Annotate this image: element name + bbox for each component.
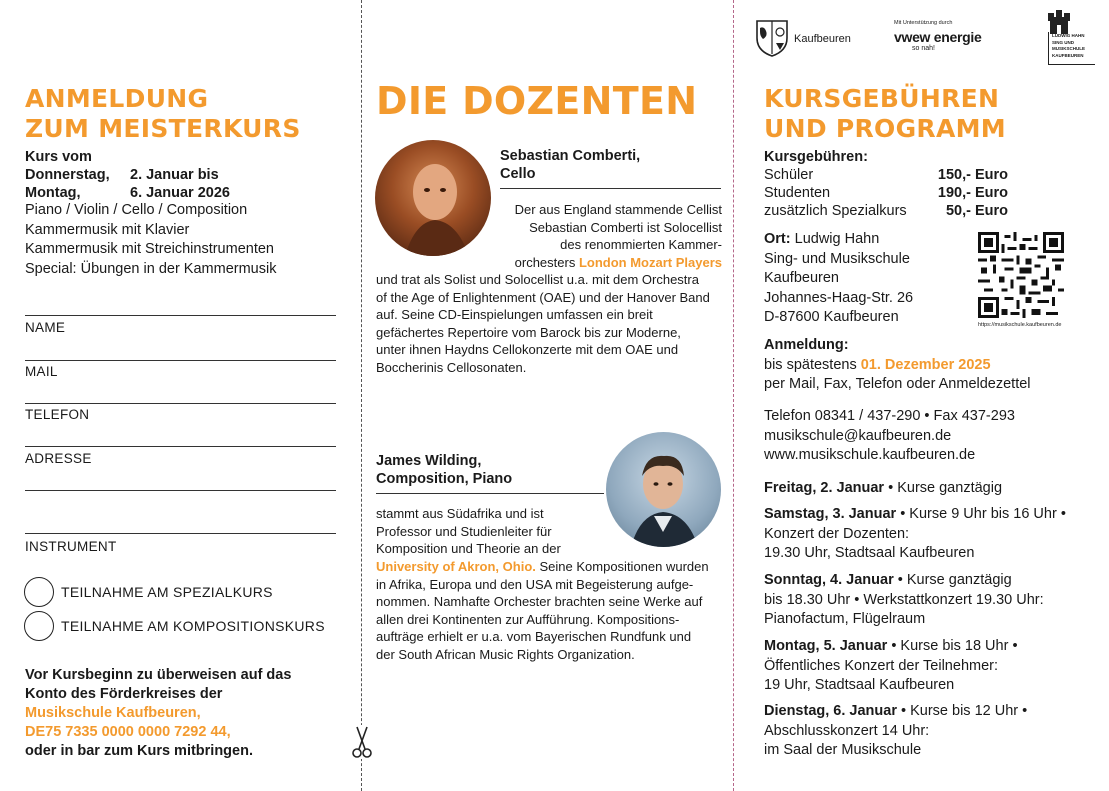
contact-email[interactable]: musikschule@kaufbeuren.de <box>764 427 952 444</box>
address-field-label: ADRESSE <box>25 451 92 466</box>
address-field[interactable] <box>25 490 336 491</box>
teacher-bio-comberti-short: Der aus England stammende Cellist Sebastian Comberti ist Solocellist des renommierten Kammer- orchesters London Mozart Players <box>514 202 722 270</box>
sponsor-tagline: so nah! <box>912 45 935 52</box>
phone-field[interactable] <box>25 446 336 447</box>
fees-panel <box>734 0 1109 791</box>
contact-phone: Telefon 08341 / 437-290 • Fax 437-293 <box>764 408 1015 424</box>
teacher-rule <box>500 188 721 189</box>
teacher-bio-wilding-long: University of Akron, Ohio. Seine Kompositionen wurden in Afrika, Europa und den USA mit Begeisterung aufge- nommen. Namhafte Orchester brachten seine Werke auf allen drei Kontinenten zur Aufführung. Kompositions- aufträge erhielt er u.a. vom Bayerischen Rundfunk und der South African Music Rights Organization. <box>376 559 709 662</box>
teacher-bio-comberti-long: und trat als Solist und Solocellist u.a. mit dem Orchestra of the Age of Enlightenment (OAE) und der Hanover Band auf. Seine CD-Einspielungen umfassen ein breit gefächertes Repertoire vom Barock bis zur Moderne, unter ihnen Haydns Cellokonzerte mit dem OAE und Boccherinis Cellosonaten. <box>376 272 710 375</box>
location-block: Ort: Ludwig Hahn Sing- und Musikschule Kaufbeuren Johannes-Haag-Str. 26 D-87600 Kaufbeuren <box>764 231 914 325</box>
form-line <box>25 315 336 316</box>
offering-item: Special: Übungen in der Kammermusik <box>25 260 277 277</box>
course-dates: Kurs vom Donnerstag, 2. Januar bis Montag, 6. Januar 2026 <box>25 149 230 201</box>
fee-row: Schüler 150,- Euro <box>764 167 1008 183</box>
schedule-day: Freitag, 2. Januar • Kurse ganztägig <box>764 480 1003 496</box>
instrument-field-label: INSTRUMENT <box>25 539 117 554</box>
qr-caption: https://musikschule.kaufbeuren.de <box>978 322 1062 328</box>
schedule-day: Dienstag, 6. Januar • Kurse bis 12 Uhr • Abschlusskonzert 14 Uhr: im Saal der Musikschule <box>764 703 1028 758</box>
mail-field[interactable] <box>25 403 336 404</box>
composition-course-checkbox[interactable] <box>24 611 54 641</box>
registration-title: ANMELDUNG ZUM MEISTERKURS <box>25 84 301 143</box>
sponsor-note: Mit Unterstützung durch <box>894 20 953 26</box>
name-field-label: NAME <box>25 320 66 335</box>
payment-info: Vor Kursbeginn zu überweisen auf das Konto des Förderkreises der Musikschule Kaufbeuren, DE75 7335 0000 0000 7292 44, oder in bar zum Kurs mitbringen. <box>25 667 292 759</box>
fees-table: Kursgebühren: Schüler 150,- Euro Studenten 190,- Euro zusätzlich Spezialkurs 50,- Euro <box>764 149 1008 219</box>
schedule-day: Sonntag, 4. Januar • Kurse ganztägig bis 18.30 Uhr • Werkstattkonzert 19.30 Uhr: Pianofactum, Flügelraum <box>764 572 1044 627</box>
phone-field-label: TELEFON <box>25 407 90 422</box>
teacher-photo-comberti <box>375 140 491 256</box>
fee-row: zusätzlich Spezialkurs 50,- Euro <box>764 203 1008 219</box>
teacher-name-wilding: James Wilding, Composition, Piano <box>376 453 513 487</box>
university-highlight: University of Akron, Ohio. <box>376 559 536 574</box>
teacher-name-comberti: Sebastian Comberti, Cello <box>500 148 641 182</box>
fee-row: Studenten 190,- Euro <box>764 185 1008 201</box>
name-field[interactable] <box>25 360 336 361</box>
registration-panel <box>0 0 362 791</box>
school-castle-icon <box>1047 8 1071 34</box>
composition-course-label: TEILNAHME AM KOMPOSITIONSKURS <box>61 618 325 634</box>
fees-title: KURSGEBÜHREN UND PROGRAMM <box>764 84 1006 143</box>
teacher-photo-wilding <box>606 432 721 547</box>
school-logo: LUDWIG HAHN SING UND MUSIKSCHULE KAUFBEUREN <box>1048 32 1095 65</box>
teachers-title: DIE DOZENTEN <box>376 79 698 123</box>
qr-code-icon[interactable] <box>978 232 1064 318</box>
city-crest-icon <box>754 18 790 58</box>
address-field-line2[interactable] <box>25 533 336 534</box>
offering-item: Piano / Violin / Cello / Composition <box>25 202 248 218</box>
contact-block <box>764 407 1015 466</box>
offering-item: Kammermusik mit Streichinstrumenten <box>25 241 274 257</box>
schedule-day: Montag, 5. Januar • Kurse bis 18 Uhr • Öffentliches Konzert der Teilnehmer: 19 Uhr, Stadtsaal Kaufbeuren <box>764 638 1018 693</box>
sponsor-logo-text: vwew energie <box>894 29 982 45</box>
special-course-checkbox[interactable] <box>24 577 54 607</box>
course-offerings <box>25 201 276 279</box>
mail-field-label: MAIL <box>25 364 58 379</box>
teachers-panel <box>362 0 734 791</box>
special-course-label: TEILNAHME AM SPEZIALKURS <box>61 584 273 600</box>
contact-website[interactable]: www.musikschule.kaufbeuren.de <box>764 447 976 463</box>
teacher-rule <box>376 493 604 494</box>
signup-block: Anmeldung: bis spätestens 01. Dezember 2025 per Mail, Fax, Telefon oder Anmeldezettel <box>764 337 1031 392</box>
payment-org: Musikschule Kaufbeuren, <box>25 705 201 721</box>
teacher-bio-wilding-short: stammt aus Südafrika und ist Professor und Studienleiter für Komposition und Theorie an der <box>376 506 561 557</box>
orchestra-highlight: London Mozart Players <box>578 254 722 270</box>
payment-iban: DE75 7335 0000 0000 7292 44, <box>25 724 231 740</box>
offering-item: Kammermusik mit Klavier <box>25 221 190 238</box>
city-logo-text: Kaufbeuren <box>794 33 851 45</box>
schedule-day: Samstag, 3. Januar • Kurse 9 Uhr bis 16 Uhr • Konzert der Dozenten: 19.30 Uhr, Stadtsaal Kaufbeuren <box>764 506 1066 561</box>
signup-deadline: 01. Dezember 2025 <box>860 356 991 373</box>
